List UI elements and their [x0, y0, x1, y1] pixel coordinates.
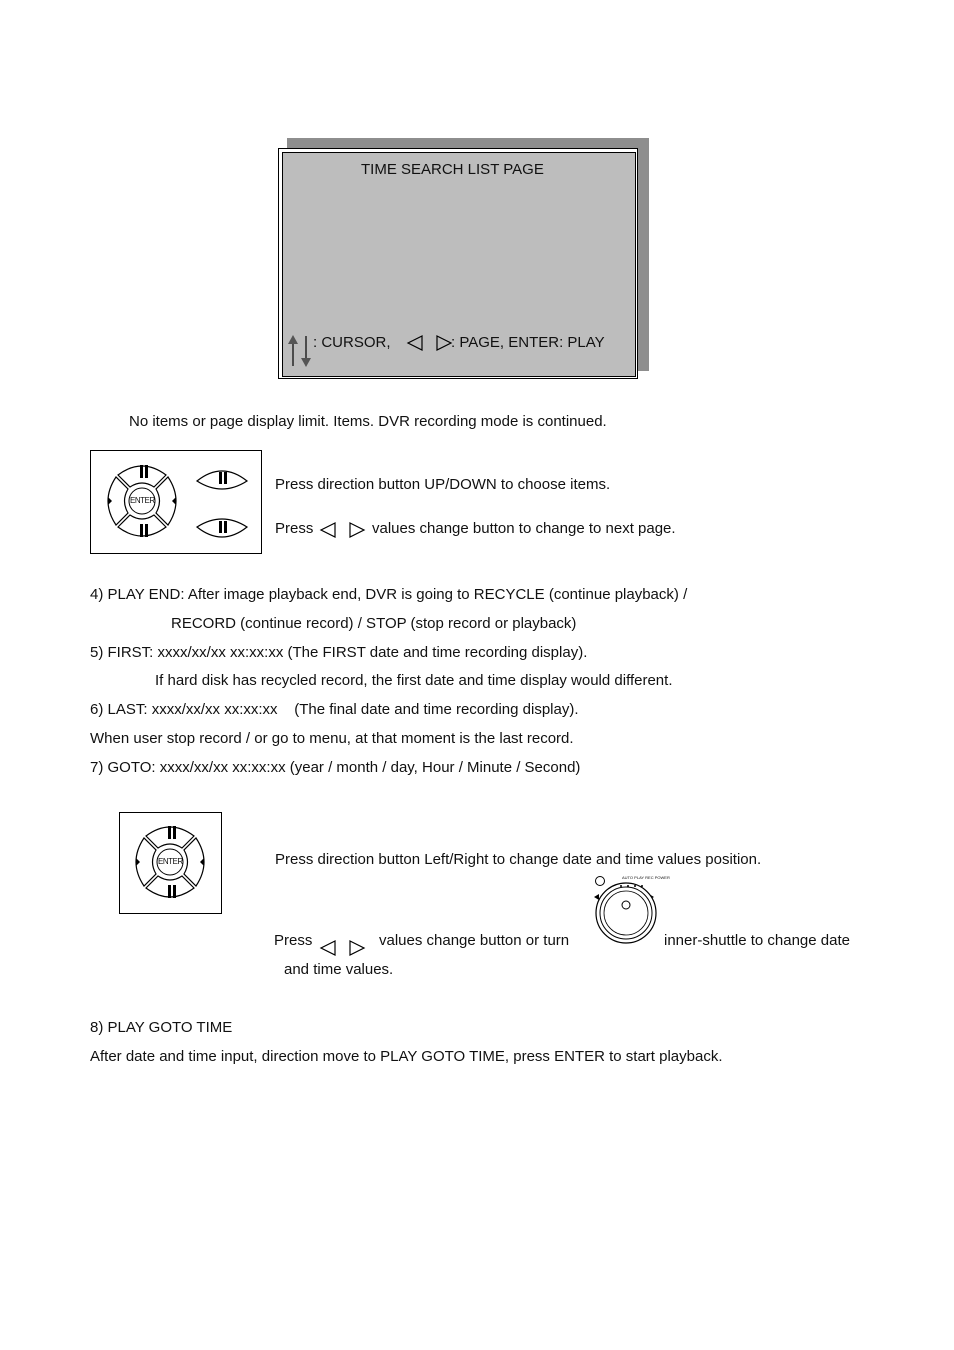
item-first-note: If hard disk has recycled record, the first date and time display would different.	[155, 672, 673, 689]
section8-text: After date and time input, direction move to PLAY GOTO TIME, press ENTER to start playback.	[90, 1048, 723, 1065]
remote-figure-1	[90, 450, 262, 554]
remote-figure-2	[119, 812, 222, 914]
enter-key-label: ENTER	[130, 496, 155, 505]
shuttle-labels: AUTO PLAY REC POWER	[622, 875, 670, 880]
enter-key-label: ENTER	[158, 857, 183, 866]
section8-heading: 8) PLAY GOTO TIME	[90, 1019, 233, 1036]
item-last: 6) LAST: xxxx/xx/xx xx:xx:xx (The final date and time recording display).	[90, 701, 579, 718]
left-right-triangles-icon	[319, 522, 367, 540]
block2-line1: Press direction button Left/Right to change date and time values position.	[275, 851, 762, 868]
up-down-arrows-icon	[286, 334, 312, 368]
screen-footer-page: : PAGE, ENTER: PLAY	[451, 334, 605, 351]
block2-line2-suffix: inner-shuttle to change date	[664, 932, 850, 949]
shuttle-dial-icon	[590, 873, 660, 949]
item-first: 5) FIRST: xxxx/xx/xx xx:xx:xx (The FIRST date and time recording display).	[90, 644, 588, 661]
item-last-note: When user stop record / or go to menu, at that moment is the last record.	[90, 730, 574, 747]
item-goto: 7) GOTO: xxxx/xx/xx xx:xx:xx (year / month / day, Hour / Minute / Second)	[90, 759, 581, 776]
note-text: No items or page display limit. Items. DVR recording mode is continued.	[129, 413, 607, 430]
block1-line1: Press direction button UP/DOWN to choose items.	[275, 476, 611, 493]
block1-line2-suffix: values change button to change to next page.	[372, 520, 676, 537]
up-down-keys-icon	[195, 467, 249, 541]
block2-line3: and time values.	[284, 961, 394, 978]
screen-footer-cursor: : CURSOR,	[313, 334, 391, 351]
item-play-end-cont: RECORD (continue record) / STOP (stop record or playback)	[171, 615, 577, 632]
item-play-end: 4) PLAY END: After image playback end, DVR is going to RECYCLE (continue playback) /	[90, 586, 688, 603]
left-right-triangles-icon	[406, 335, 454, 353]
screen-title: TIME SEARCH LIST PAGE	[361, 161, 544, 178]
block2-line2-mid: values change button or turn	[379, 932, 570, 949]
block2-line2-prefix: Press	[274, 932, 313, 949]
left-right-triangles-icon	[319, 940, 367, 958]
block1-line2-prefix: Press	[275, 520, 314, 537]
